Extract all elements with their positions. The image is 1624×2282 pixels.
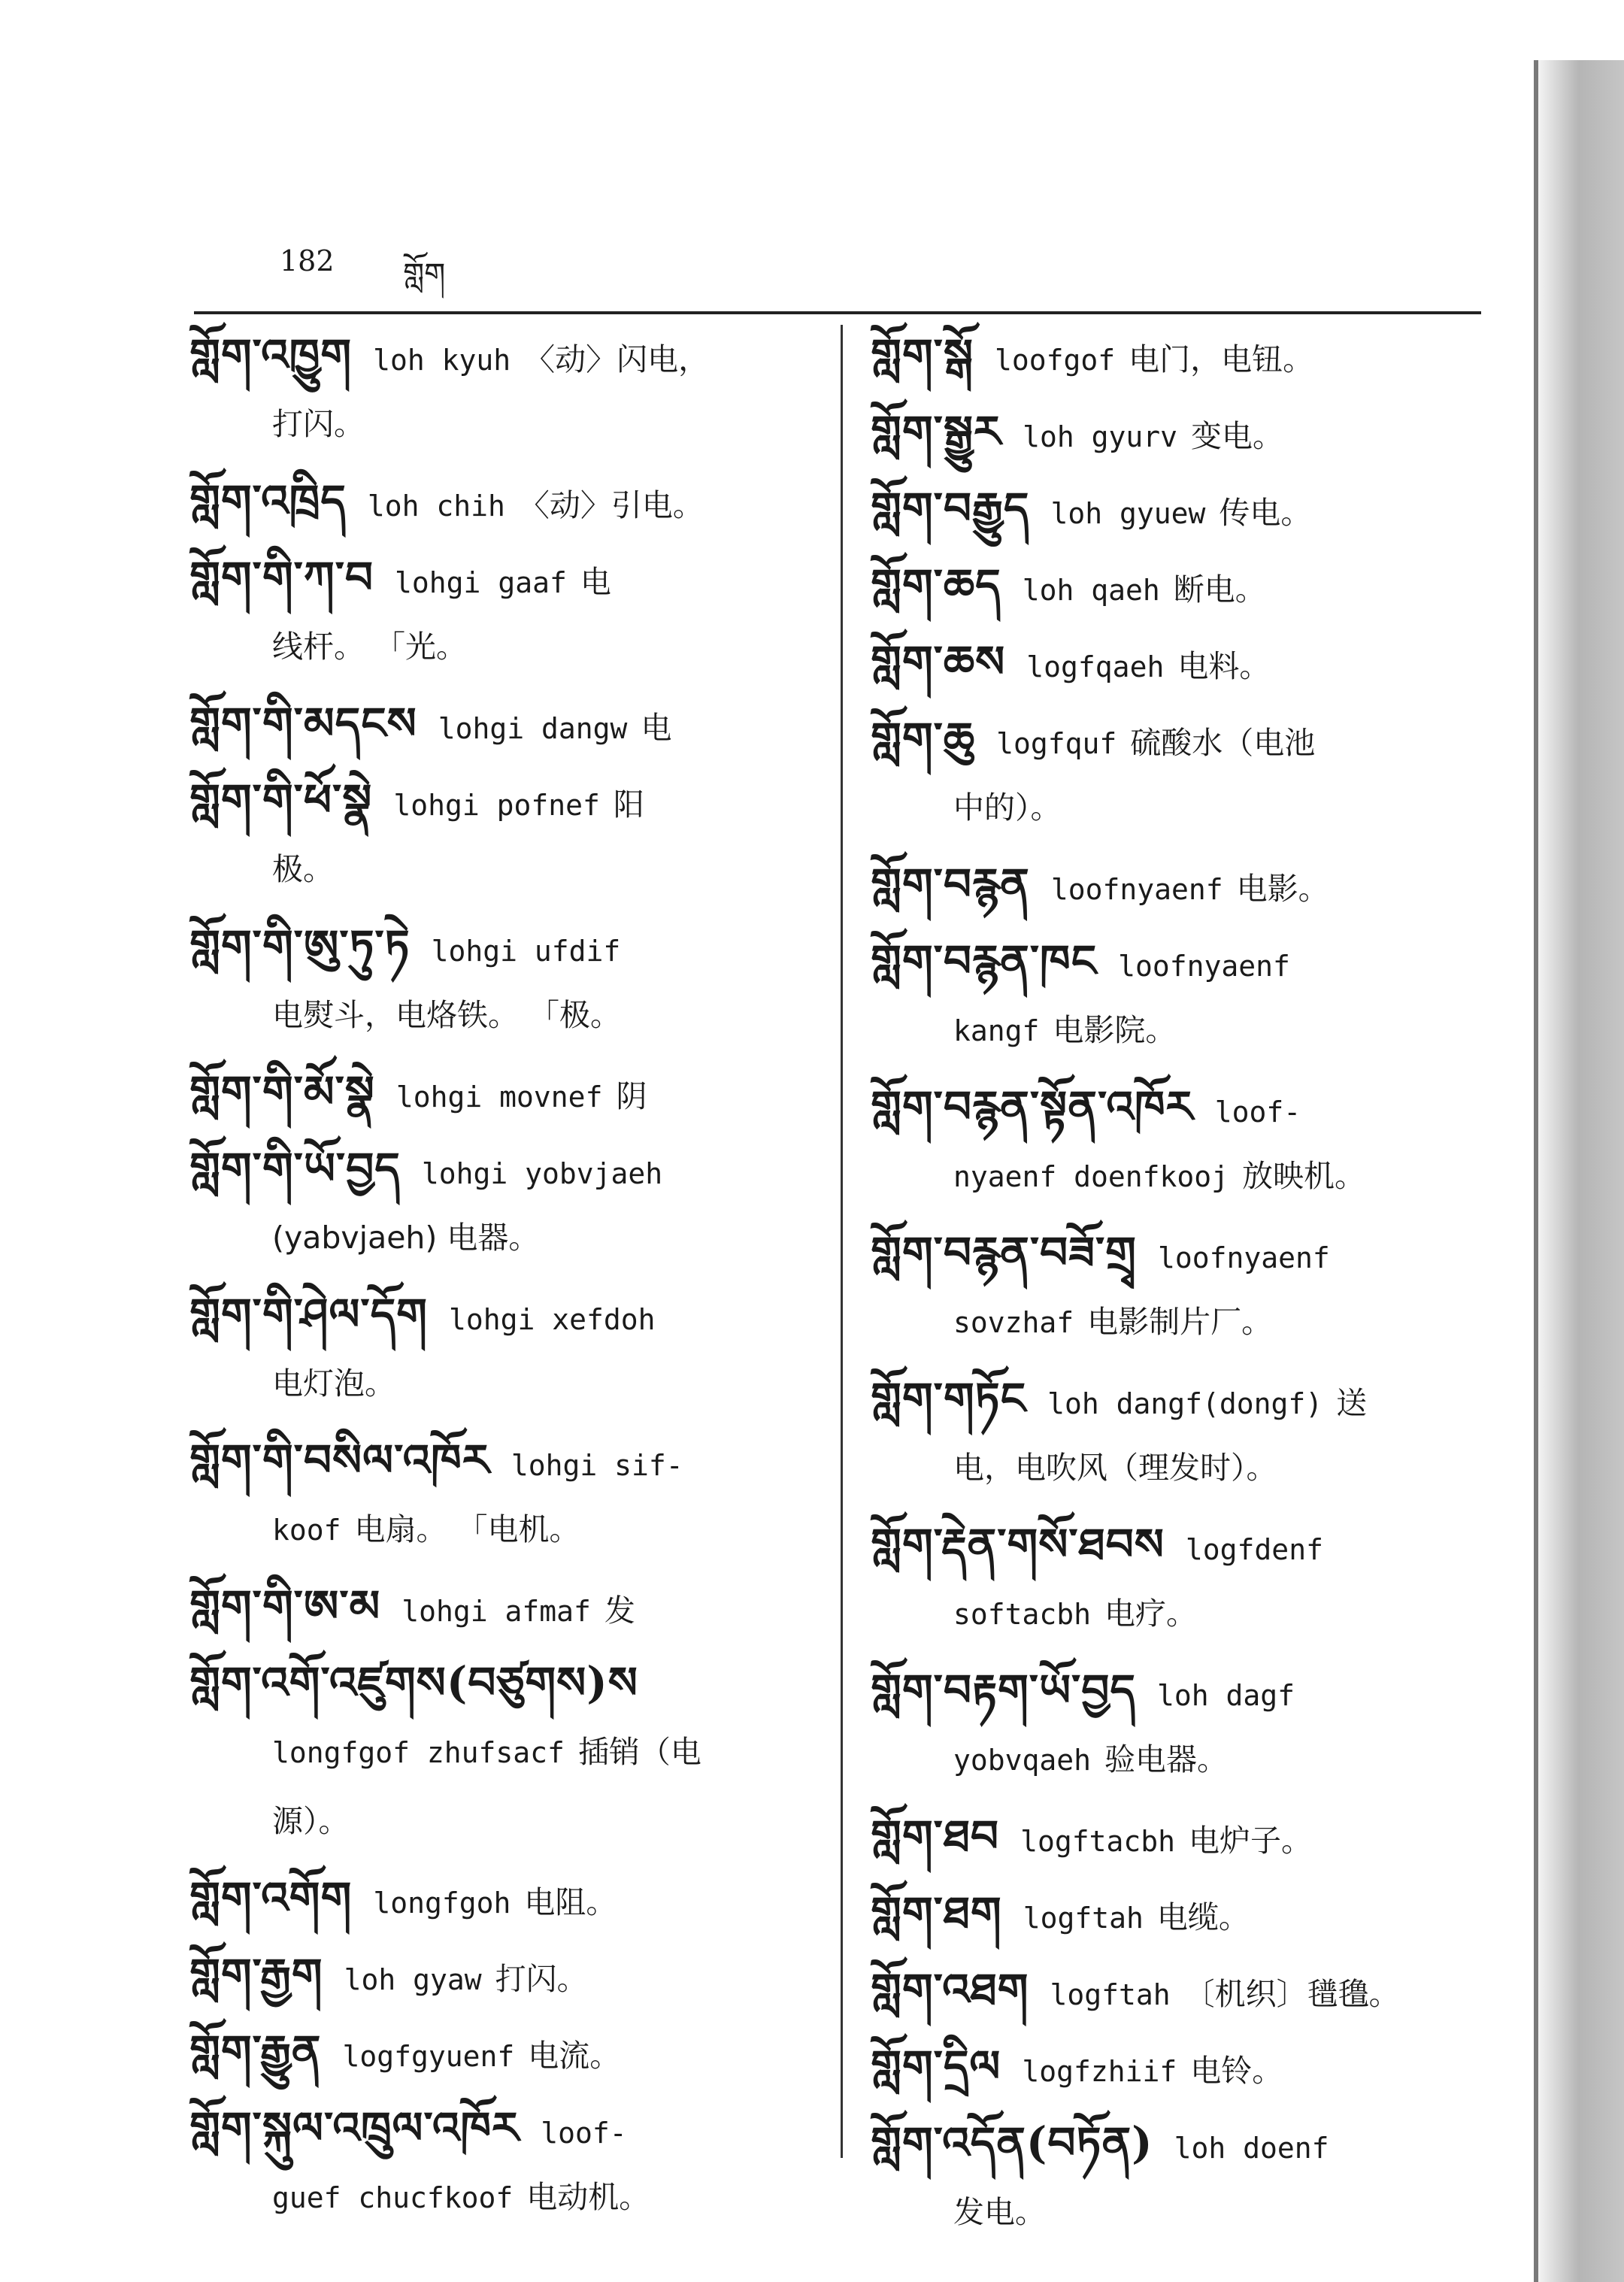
tibetan-headword: གློག་འཁྱུག: [189, 329, 353, 380]
tibetan-headword: གློག་འཐག: [871, 1964, 1029, 2015]
chinese-gloss: 线杆。 「光。: [272, 629, 468, 665]
entry-continuation: [272, 1791, 823, 1851]
chinese-gloss: (yabvjaeh) 电器。: [272, 1220, 540, 1256]
chinese-gloss: 电铃。: [1190, 2053, 1283, 2089]
chinese-gloss: 〈动〉引电。: [518, 487, 704, 523]
column-divider: [841, 325, 843, 2158]
chinese-gloss: 极。: [272, 851, 334, 887]
entry-continuation: [272, 1499, 823, 1559]
entry-headline: [189, 1284, 823, 1344]
chinese-gloss: 电疗。: [1104, 1596, 1198, 1632]
romanization: nyaenf doenfkooj: [953, 1160, 1229, 1193]
tibetan-headword: གློག་ཐག: [871, 1887, 1002, 1938]
entry-continuation: [272, 1722, 823, 1782]
chinese-gloss: 电影制片厂。: [1087, 1304, 1273, 1340]
entry-headline: [871, 931, 1481, 991]
entry-headline: [189, 1138, 823, 1199]
romanization: lohgi ufdif: [431, 935, 621, 968]
chinese-gloss: 电动机。: [526, 2179, 650, 2215]
chinese-gloss: 中的）。: [953, 789, 1062, 826]
romanization: kangf: [953, 1014, 1040, 1047]
romanization: lohgi gaaf: [395, 566, 567, 599]
entry-headline: [189, 693, 823, 753]
romanization: logftacbh: [1020, 1825, 1175, 1858]
chinese-gloss: 电料。: [1177, 648, 1271, 684]
tibetan-headword: གློག་བརྙན་བཟོ་གྲྭ: [871, 1227, 1137, 1278]
entry-continuation: [953, 1146, 1481, 1206]
entry-headline: [189, 547, 823, 608]
entry-continuation: [272, 617, 823, 677]
romanization: lohgi afmaf: [401, 1595, 591, 1628]
entry-headline: [189, 2021, 823, 2081]
tibetan-headword: གློག་ཆུ: [871, 713, 976, 764]
chinese-gloss: 电门，电钮。: [1129, 341, 1314, 377]
entry-headline: [189, 1944, 823, 2005]
entry-headline: [189, 1430, 823, 1490]
tibetan-headword: གློག་གི་ཨ་མ: [189, 1580, 381, 1632]
entry-headline: [871, 1368, 1481, 1429]
entry-headline: [189, 1653, 823, 1713]
entry-headline: [189, 2098, 823, 2158]
entry-continuation: [953, 1292, 1481, 1352]
entry-continuation: [272, 839, 823, 899]
romanization: loh gyurv: [1023, 420, 1178, 453]
chinese-gloss: 传电。: [1219, 495, 1312, 531]
romanization: loofgof: [995, 344, 1116, 377]
entry-headline: [871, 1959, 1481, 2020]
romanization: loof-: [541, 2117, 627, 2150]
romanization: logftah: [1023, 1902, 1144, 1935]
tibetan-headword: གློག་བརྙན་སྟོན་འཁོར: [871, 1081, 1194, 1132]
entry-headline: [871, 1514, 1481, 1574]
entry-headline: [871, 632, 1481, 692]
entry-headline: [871, 1223, 1481, 1283]
chinese-gloss: 电影院。: [1053, 1012, 1177, 1048]
entry-headline: [871, 708, 1481, 768]
entry-headline: [871, 2113, 1481, 2173]
chinese-gloss: 源）。: [272, 1803, 350, 1839]
entry-headline: [871, 2036, 1481, 2096]
entry-headline: [871, 1660, 1481, 1720]
entry-headline: [871, 854, 1481, 914]
entry-headline: [871, 1806, 1481, 1866]
entry-headline: [189, 325, 823, 385]
chinese-gloss: 变电。: [1191, 418, 1284, 454]
tibetan-headword: གློག་གི་བསིལ་འཁོར: [189, 1435, 490, 1486]
chinese-gloss: 放映机。: [1242, 1158, 1366, 1194]
chinese-gloss: 插销（电: [577, 1734, 701, 1770]
chinese-gloss: 〈动〉闪电，: [524, 341, 710, 377]
chinese-gloss: 电: [580, 564, 611, 600]
entry-headline: [871, 478, 1481, 538]
romanization: loh qaeh: [1022, 574, 1160, 607]
entry-continuation: [953, 777, 1481, 838]
chinese-gloss: 电: [641, 710, 672, 746]
romanization: lohgi sif-: [511, 1449, 683, 1482]
entry-headline: [189, 916, 823, 976]
romanization: lohgi yobvjaeh: [421, 1157, 663, 1190]
tibetan-headword: གློག་གི་ཤེལ་དོག: [189, 1289, 428, 1340]
running-head: གློག: [403, 257, 446, 292]
tibetan-headword: གློག་སྒྱུར: [871, 406, 1002, 457]
tibetan-headword: གློག་འདོན(བཏོན): [871, 2117, 1153, 2168]
entry-headline: [871, 1883, 1481, 1943]
tibetan-headword: གློག་རྒྱུན: [189, 2026, 322, 2077]
romanization: lohgi dangw: [438, 712, 628, 745]
chinese-gloss: 验电器。: [1104, 1741, 1229, 1777]
tibetan-headword: གློག་སྒོ: [871, 329, 974, 380]
chinese-gloss: 打闪。: [272, 406, 365, 442]
tibetan-headword: གློག་གི་མདངས: [189, 698, 417, 749]
entry-continuation: [953, 1583, 1481, 1644]
tibetan-headword: གློག་བརྒྱུད: [871, 483, 1030, 534]
romanization: sovzhaf: [953, 1306, 1074, 1339]
romanization: loofnyaenf: [1157, 1241, 1330, 1274]
chinese-gloss: 阴: [616, 1078, 647, 1114]
tibetan-headword: གློག་གི་ཕོ་སྣེ: [189, 774, 373, 826]
romanization: lohgi xefdoh: [449, 1303, 656, 1336]
page-number: 182: [280, 244, 335, 277]
entry-continuation: [272, 2167, 823, 2227]
chinese-gloss: 电熨斗，电烙铁。 「极。: [272, 997, 622, 1033]
tibetan-headword: གློག་དྲིལ: [871, 2041, 1001, 2092]
romanization: logfqaeh: [1026, 650, 1165, 683]
entry-headline: [871, 402, 1481, 462]
romanization: logfgyuenf: [342, 2040, 515, 2073]
entry-headline: [189, 1868, 823, 1928]
tibetan-headword: གློག་གི་ཨུ་ཏུ་ཏེ: [189, 920, 411, 971]
chinese-gloss: 阳: [613, 786, 644, 823]
entry-headline: [189, 471, 823, 531]
chinese-gloss: 电扇。 「电机。: [354, 1511, 580, 1547]
chinese-gloss: 送: [1336, 1385, 1368, 1421]
chinese-gloss: 电缆。: [1156, 1899, 1250, 1935]
chinese-gloss: 发电。: [953, 2194, 1046, 2230]
romanization: loofnyaenf: [1050, 873, 1223, 906]
tibetan-headword: གློག་ཆད: [871, 559, 1001, 611]
romanization: loofnyaenf: [1118, 950, 1290, 983]
tibetan-headword: གློག་གཏོང: [871, 1373, 1027, 1424]
romanization: lohgi movnef: [395, 1080, 603, 1114]
scan-edge-shadow: [1534, 60, 1624, 2282]
romanization: longfgoh: [373, 1887, 511, 1920]
romanization: loh dagf: [1156, 1679, 1295, 1712]
tibetan-headword: གློག་འགོ་འཛུགས(བཙུགས)ས: [189, 1657, 638, 1708]
tibetan-headword: གློག་བརྙན་ཁང: [871, 935, 1098, 986]
romanization: yobvqaeh: [953, 1744, 1092, 1777]
romanization: loh dangf(dongf): [1047, 1387, 1323, 1420]
entry-continuation: [272, 1353, 823, 1414]
romanization: koof: [272, 1514, 341, 1547]
entry-headline: [871, 1077, 1481, 1137]
tibetan-headword: གློག་གི་མོ་སྣེ: [189, 1066, 375, 1117]
romanization: loh gyuew: [1050, 497, 1206, 530]
chinese-gloss: 电，电吹风（理发时）。: [953, 1450, 1277, 1486]
chinese-gloss: 断电。: [1173, 571, 1266, 608]
entry-continuation: [953, 1729, 1481, 1790]
chinese-gloss: 电流。: [528, 2038, 621, 2074]
romanization: loh doenf: [1174, 2132, 1329, 2165]
tibetan-headword: གློག་རྒྱག: [189, 1949, 323, 2000]
romanization: loh kyuh: [373, 344, 511, 377]
tibetan-headword: གློག་ཆས: [871, 636, 1006, 687]
chinese-gloss: 电阻。: [524, 1884, 617, 1920]
tibetan-headword: གློག་འཁྲིད: [189, 475, 347, 526]
romanization: loh gyaw: [344, 1963, 482, 1996]
header-rule: [194, 311, 1481, 314]
chinese-gloss: 发: [604, 1593, 635, 1629]
tibetan-headword: གློག་རྡེན་གསོ་ཐབས: [871, 1519, 1165, 1570]
romanization: guef chucfkoof: [272, 2181, 514, 2214]
entry-headline: [189, 770, 823, 830]
entry-continuation: [272, 985, 823, 1045]
romanization: softacbh: [953, 1598, 1092, 1631]
entry-continuation: [953, 1438, 1481, 1498]
romanization: loh chih: [367, 489, 505, 523]
tibetan-headword: གློག་སྐུལ་འཁྲུལ་འཁོར: [189, 2102, 520, 2153]
chinese-gloss: 电灯泡。: [272, 1365, 395, 1402]
entry-headline: [871, 325, 1481, 385]
entry-continuation: [953, 2182, 1481, 2242]
romanization: logfquf: [996, 727, 1117, 760]
romanization: lohgi pofnef: [393, 789, 600, 822]
entry-continuation: [953, 1000, 1481, 1060]
entry-headline: [871, 555, 1481, 615]
romanization: longfgof zhufsacf: [272, 1736, 565, 1769]
chinese-gloss: 打闪。: [495, 1961, 588, 1997]
tibetan-headword: གློག་གི་ཀ་བ: [189, 552, 374, 603]
chinese-gloss: 〔机织〕氆氇。: [1183, 1976, 1400, 2012]
tibetan-headword: གློག་བརྙན: [871, 859, 1030, 910]
romanization: logftah: [1050, 1978, 1171, 2011]
tibetan-headword: གློག་བརྟག་ཡོ་བྱད: [871, 1665, 1136, 1716]
romanization: logfzhiif: [1022, 2055, 1177, 2088]
chinese-gloss: 电影。: [1236, 871, 1329, 907]
romanization: loof-: [1214, 1096, 1301, 1129]
tibetan-headword: གློག་གི་ཡོ་བྱད: [189, 1143, 401, 1194]
chinese-gloss: 电炉子。: [1188, 1823, 1312, 1859]
tibetan-headword: གློག་འགོག: [189, 1872, 353, 1923]
tibetan-headword: གློག་ཐབ: [871, 1811, 1000, 1862]
chinese-gloss: 硫酸水（电池: [1130, 725, 1316, 761]
entry-continuation: [272, 1208, 823, 1268]
romanization: logfdenf: [1185, 1533, 1323, 1566]
entry-headline: [189, 1062, 823, 1122]
entry-continuation: [272, 394, 823, 454]
entry-headline: [189, 1576, 823, 1636]
